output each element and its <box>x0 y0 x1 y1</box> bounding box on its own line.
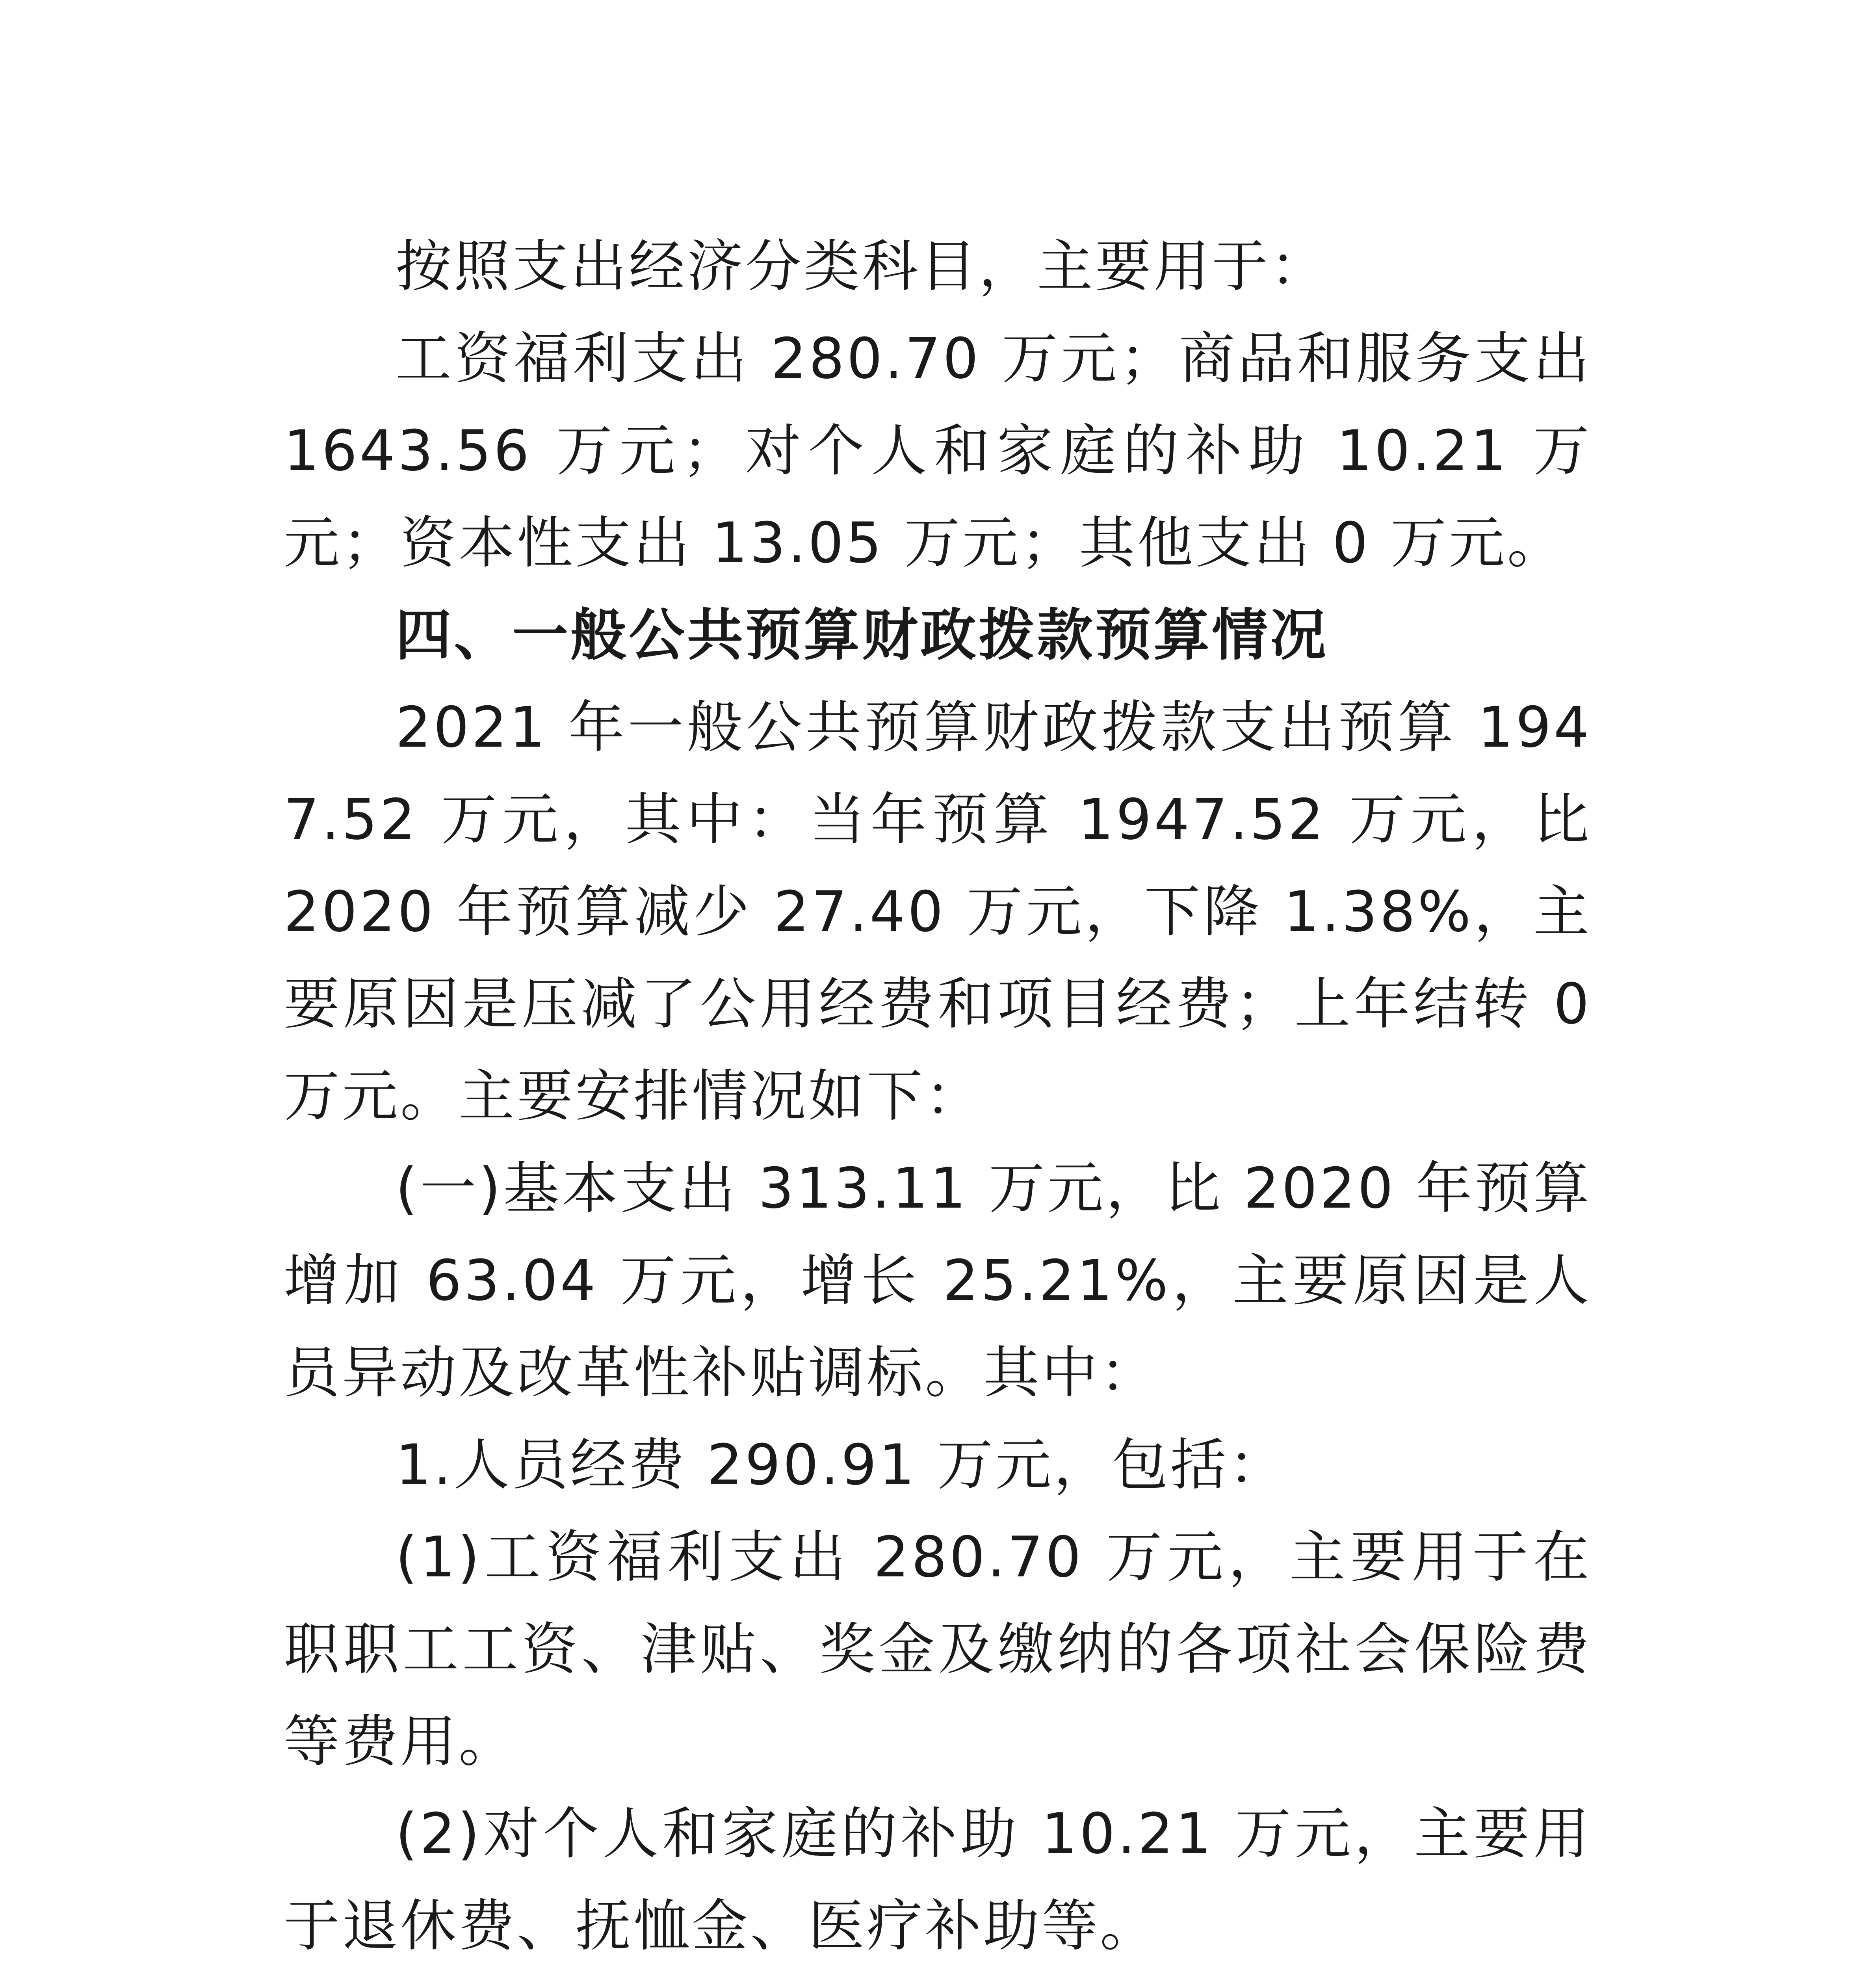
section-heading-4: 四、一般公共预算财政拨款预算情况 <box>396 603 1328 668</box>
paragraph-economic-classification-intro: 按照支出经济分类科目，主要用于： <box>396 234 1328 299</box>
paragraph-household-subsidy: (2)对个人和家庭的补助 10.21 万元，主要用于退休费、抚恤金、医疗补助等。 <box>284 1801 1592 1959</box>
paragraph-wages-welfare: (1)工资福利支出 280.70 万元，主要用于在职职工工资、津贴、奖金及缴纳的各项社会保险费等费用。 <box>284 1525 1592 1774</box>
document-body <box>284 221 1592 1970</box>
paragraph-basic-expenditure: (一)基本支出 313.11 万元，比 2020 年预算增加 63.04 万元，增长 25.21%，主要原因是人员异动及改革性补贴调标。其中： <box>284 1156 1592 1405</box>
paragraph-general-budget-summary: 2021 年一般公共预算财政拨款支出预算 1947.52 万元，其中：当年预算 1947.52 万元，比 2020 年预算减少 27.40 万元，下降 1.38%，主要原因是压减了公用经费和项目经费；上年结转 0 万元。主要安排情况如下： <box>284 695 1592 1129</box>
paragraph-economic-classification-detail: 工资福利支出 280.70 万元；商品和服务支出 1643.56 万元；对个人和家庭的补助 10.21 万元；资本性支出 13.05 万元；其他支出 0 万元。 <box>284 326 1592 576</box>
paragraph-personnel-funds: 1.人员经费 290.91 万元，包括： <box>396 1433 1287 1498</box>
